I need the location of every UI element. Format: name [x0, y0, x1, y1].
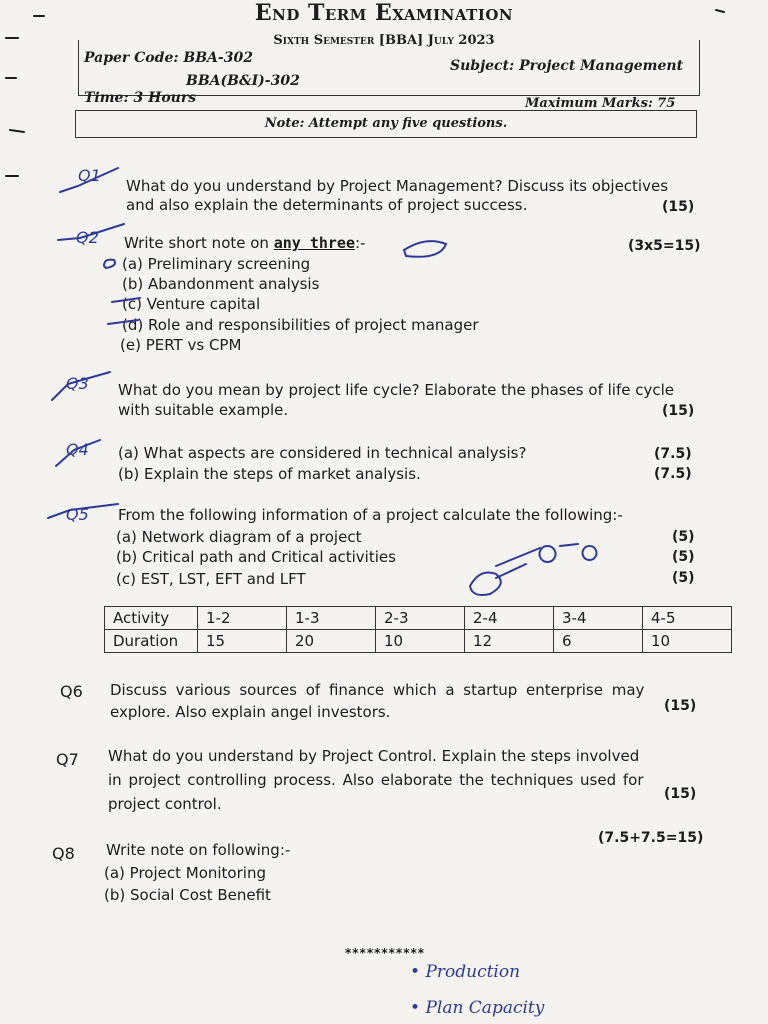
- end-stars: ***********: [345, 946, 426, 960]
- q2-prefix: Write short note on: [124, 234, 274, 252]
- q6-number: Q6: [60, 682, 83, 701]
- q5-number: Q5: [66, 505, 89, 524]
- q5-a-marks: (5): [672, 529, 695, 545]
- duration-cell: 6: [554, 630, 643, 653]
- bullet-dot: •: [410, 962, 421, 982]
- q2-item-e: (e) PERT vs CPM: [120, 336, 242, 354]
- q4-b-marks: (7.5): [654, 466, 692, 482]
- q7-line2: in project controlling process. Also elaborate the techniques used for: [108, 771, 644, 789]
- q8-line1: Write note on following:-: [106, 841, 291, 859]
- q8-b: (b) Social Cost Benefit: [104, 886, 271, 904]
- q1-line2: and also explain the determinants of project success.: [126, 196, 528, 214]
- network-sketch: [470, 544, 597, 595]
- q3-line2: with suitable example.: [118, 401, 289, 419]
- q2-oval: [404, 241, 446, 257]
- exam-title: End Term Examination: [254, 0, 514, 26]
- q1-number: Q1: [78, 166, 101, 185]
- q2-suffix: :-: [354, 234, 366, 252]
- q8-a: (a) Project Monitoring: [104, 864, 266, 882]
- q3-line1: What do you mean by project life cycle? Elaborate the phases of life cycle: [118, 381, 674, 399]
- handwriting-text-1: Production: [425, 962, 521, 982]
- q2-item-a: (a) Preliminary screening: [122, 255, 311, 273]
- duration-cell: 10: [643, 630, 732, 653]
- q1-marks: (15): [662, 199, 695, 215]
- margin-mark: [716, 10, 724, 12]
- q8-marks: (7.5+7.5=15): [598, 830, 704, 846]
- q2-number: Q2: [76, 228, 99, 247]
- q2-d-strike: [108, 320, 138, 324]
- subject: Subject: Project Management: [450, 58, 684, 74]
- duration-cell: 20: [287, 630, 376, 653]
- note-text: Note: Attempt any five questions.: [264, 116, 508, 131]
- q6-line2: explore. Also explain angel investors.: [110, 703, 391, 721]
- q2-item-b: (b) Abandonment analysis: [122, 275, 320, 293]
- q4-a: (a) What aspects are considered in technical analysis?: [118, 444, 527, 462]
- q2-a-circle: [104, 260, 115, 268]
- q5-a: (a) Network diagram of a project: [116, 528, 362, 546]
- q5-c: (c) EST, LST, EFT and LFT: [116, 570, 306, 588]
- q3-marks: (15): [662, 403, 695, 419]
- q2-c-strike: [112, 298, 140, 302]
- activity-cell: 2-3: [376, 607, 465, 630]
- q5-c-marks: (5): [672, 570, 695, 586]
- q2-item-d: (d) Role and responsibilities of project manager: [122, 316, 479, 334]
- q5-intro: From the following information of a project calculate the following:-: [118, 506, 623, 524]
- duration-label: Duration: [105, 630, 198, 653]
- duration-cell: 15: [198, 630, 287, 653]
- q7-line1: What do you understand by Project Control. Explain the steps involved: [108, 747, 640, 765]
- q5-b-marks: (5): [672, 549, 695, 565]
- q4-b: (b) Explain the steps of market analysis.: [118, 465, 421, 483]
- q7-number: Q7: [56, 750, 79, 769]
- q1-line1: What do you understand by Project Management? Discuss its objectives: [126, 177, 669, 195]
- q4-checkmark: [56, 440, 100, 466]
- q7-marks: (15): [664, 786, 697, 802]
- activity-cell: 1-3: [287, 607, 376, 630]
- max-marks: Maximum Marks: 75: [525, 96, 676, 111]
- q2-item-c: (c) Venture capital: [122, 295, 261, 313]
- q6-line1: Discuss various sources of finance which a startup enterprise may: [110, 681, 645, 699]
- q5-b: (b) Critical path and Critical activities: [116, 548, 396, 566]
- q7-line3: project control.: [108, 795, 222, 813]
- margin-mark: [10, 130, 24, 132]
- q2-checkmark: [58, 224, 124, 240]
- paper-code: Paper Code: BBA-302: [84, 50, 253, 66]
- q8-number: Q8: [52, 844, 75, 863]
- q4-a-marks: (7.5): [654, 446, 692, 462]
- duration-cell: 12: [465, 630, 554, 653]
- q5-checkmark: [48, 504, 118, 518]
- handwriting-text-2: Plan Capacity: [425, 998, 545, 1018]
- bullet-dot: •: [410, 998, 421, 1018]
- paper-code-alt: BBA(B&I)-302: [186, 73, 300, 89]
- q1-checkmark: [60, 168, 118, 192]
- activity-cell: 3-4: [554, 607, 643, 630]
- duration-cell: 10: [376, 630, 465, 653]
- q3-checkmark: [52, 372, 110, 400]
- q2-emph: any three: [273, 234, 355, 252]
- q4-number: Q4: [66, 440, 89, 459]
- activity-cell: 2-4: [465, 607, 554, 630]
- activity-cell: 4-5: [643, 607, 732, 630]
- q3-number: Q3: [66, 374, 89, 393]
- activity-label: Activity: [105, 607, 198, 630]
- activity-cell: 1-2: [198, 607, 287, 630]
- time: Time: 3 Hours: [84, 90, 197, 106]
- q2-marks: (3x5=15): [628, 238, 701, 254]
- semester-line: Sixth Semester [BBA] July 2023: [273, 33, 495, 48]
- q6-marks: (15): [664, 698, 697, 714]
